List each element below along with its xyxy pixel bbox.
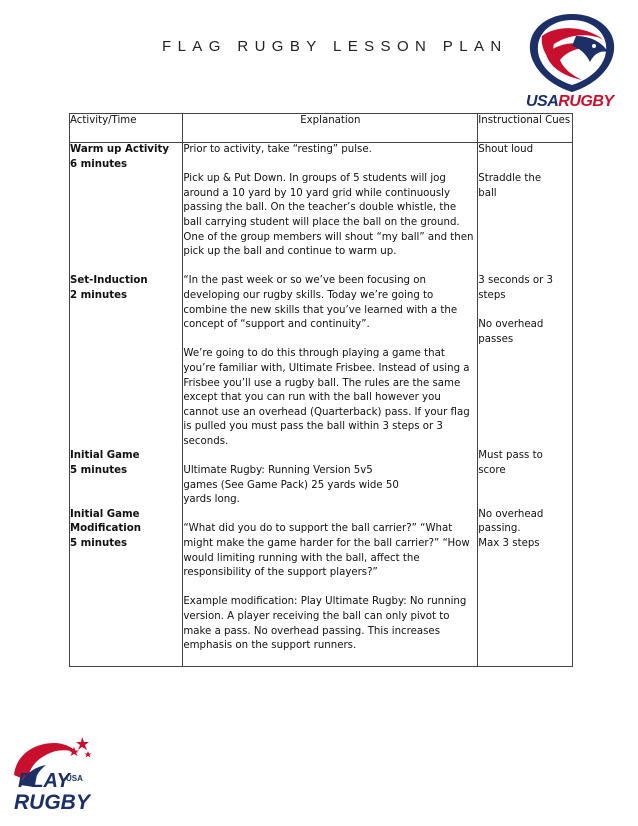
svg-text:USA: USA xyxy=(66,774,83,783)
cues-initial-game-modification xyxy=(478,508,572,552)
explanation-paragraph: Example modification: Play Ultimate Rugby: No running version. A player receiving the ball can only pivot to make a pass. No overhead passing. This increases emphasis on the support runners. xyxy=(183,596,467,652)
explanation-paragraph: We’re going to do this through playing a game that you’re familiar with, Ultimate Frisbee. Instead of using a Frisbee you’ll use a rugby ball. The rules are the same except that you can run with the ball however you cannot use an overhead (Quarterback) pass. If your flag is pulled you must pass the ball within 3 steps or 3 seconds. xyxy=(183,348,470,447)
lesson-plan-table xyxy=(69,113,573,667)
cues-column xyxy=(478,143,573,667)
explanation-paragraph: Prior to activity, take “resting” pulse. xyxy=(183,144,372,155)
explanation-warm-up xyxy=(183,143,477,260)
explanation-paragraph: “In the past week or so we’ve been focusing on developing our rugby skills. Today we’re going to combine the new skills that you’ve learned with a the concept of “support and continuity”. xyxy=(183,275,458,331)
usa-rugby-wordmark: USARUGBY xyxy=(526,93,614,110)
header-explanation: Explanation xyxy=(183,114,478,143)
cues-warm-up xyxy=(478,143,572,201)
explanation-paragraph: Ultimate Rugby: Running Version 5v5 games (See Game Pack) 25 yards wide 50 yards long. xyxy=(183,465,399,506)
activity-time: 6 minutes xyxy=(70,158,128,170)
svg-text:RUGBY: RUGBY xyxy=(14,791,90,813)
activity-column xyxy=(70,143,183,667)
explanation-initial-game xyxy=(183,464,477,508)
activity-label: Initial Game Modification xyxy=(70,508,141,535)
activity-initial-game-modification xyxy=(70,508,182,552)
table-row-body xyxy=(70,143,573,667)
activity-time: 5 minutes xyxy=(70,464,128,476)
cue-text: Must pass to score xyxy=(478,450,543,476)
explanation-paragraph: “What did you do to support the ball carrier?” “What might make the game harder for the ball carrier?” “How would limiting running with the ball, affect the responsibility of the support players?” xyxy=(183,523,470,579)
activity-label: Initial Game xyxy=(70,450,140,462)
table-header-row xyxy=(70,114,573,143)
cue-text: No overhead passes xyxy=(478,319,544,345)
header-instructional-cues: Instructional Cues xyxy=(478,114,573,143)
svg-text:PLAY: PLAY xyxy=(18,770,70,792)
explanation-initial-game-modification xyxy=(183,522,477,653)
explanation-paragraph: Pick up & Put Down. In groups of 5 students will jog around a 10 yard by 10 yard grid while continuously passing the ball. On the teacher’s double whistle, the ball carrying student will place the ball on the ground. One of the group members will shout “my ball” and then pick up the ball and continue to warm up. xyxy=(183,173,474,258)
header-activity-time: Activity/Time xyxy=(70,114,183,143)
activity-set-induction xyxy=(70,274,182,303)
activity-time: 5 minutes xyxy=(70,537,128,549)
explanation-set-induction xyxy=(183,274,477,449)
activity-initial-game xyxy=(70,449,182,478)
activity-label: Set-Induction xyxy=(70,275,148,287)
activity-label: Warm up Activity xyxy=(70,144,169,155)
cue-text: Straddle the ball xyxy=(478,173,542,199)
play-usa-rugby-logo xyxy=(8,735,94,813)
cue-text: 3 seconds or 3 steps xyxy=(478,275,553,301)
activity-warm-up xyxy=(70,143,182,172)
cues-set-induction xyxy=(478,274,572,347)
explanation-column xyxy=(183,143,478,667)
cue-text: No overhead passing. Max 3 steps xyxy=(478,508,544,549)
cue-text: Shout loud xyxy=(478,144,534,155)
activity-time: 2 minutes xyxy=(70,289,128,301)
page-title: FLAG RUGBY LESSON PLAN xyxy=(162,38,508,55)
cues-initial-game xyxy=(478,449,572,478)
